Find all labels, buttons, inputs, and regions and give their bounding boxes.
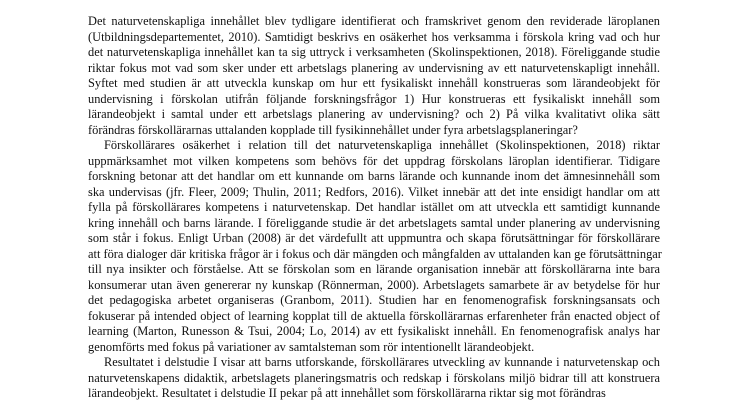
text-line: konsumerar utan även genererar ny kunskap (Rönnerman, 2000). Arbetslagets samarbete är av betydelse för hur bbox=[88, 277, 660, 292]
text-line: att föra dialoger där kritiska frågor är i fokus och där mängden och mångfalden av uttalanden kan ge förutsättningar bbox=[88, 246, 662, 261]
text-line: fokuserar på intended object of learning kopplat till de aktuella förskollärarnas erfarenheter från enacted object of bbox=[88, 308, 660, 323]
text-line: förändras förskollärarnas uttalanden kopplade till fysikinnehållet under fyra arbetslagsplaneringar? bbox=[88, 122, 578, 137]
text-line: lärandeobjekt i samtal under ett arbetslags planering av undervisning? och 2) På vilka kvalitativt olika sätt bbox=[88, 107, 660, 121]
text-line: det naturvetenskapliga innehållet kan ta sig uttryck i verksamheten (Skolinspektionen, 2018). Föreliggande studie bbox=[88, 45, 660, 59]
text-line: det pedagogiska arbetet organiseras (Granbom, 2011). Studien har en fenomenografisk forskningsansats och bbox=[88, 293, 660, 307]
paragraph-2 bbox=[88, 138, 660, 355]
text-line: undervisning i förskolan utifrån följande forskningsfrågor 1) Hur konstrueras ett fysikaliskt innehåll som bbox=[88, 91, 660, 106]
text-line: ska undervisas (jfr. Fleer, 2009; Thulin, 2011; Redfors, 2016). Vilket innebär att det inte ensidigt handlar om att bbox=[88, 184, 660, 199]
text-line: riktar fokus mot vad som sker under ett arbetslags planering av undervisning av ett naturvetenskapligt innehåll. bbox=[88, 60, 660, 75]
text-line: genomförts med fokus på variationer av samtalsteman som rör intentionellt lärandeobjekt. bbox=[88, 339, 535, 354]
text-line: Syftet med studien är att utveckla kunskap om hur ett fysikaliskt innehåll konstrueras som lärandeobjekt för bbox=[88, 76, 660, 90]
paragraph-1 bbox=[88, 14, 660, 138]
text-line: naturvetenskapens didaktik, arbetslagets planeringsmatris och redskap i förskolans miljö bidrar till att konstruera bbox=[88, 370, 660, 385]
text-line: till nya insikter och förståelse. Att se förskolan som en lärande organisation innebär att förskollärarna inte bara bbox=[88, 262, 660, 276]
text-line: kring innehåll och barns lärande. I föreliggande studie är det arbetslagets samtal under planering av undervisning bbox=[88, 215, 660, 230]
body-text bbox=[88, 14, 660, 402]
text-line: Det naturvetenskapliga innehållet blev tydligare identifierat och framskrivet genom den reviderade läroplanen bbox=[88, 14, 660, 28]
text-line: som står i fokus. Enligt Urban (2008) är det värdefullt att uppmuntra och skapa förutsättningar för förskollärare bbox=[88, 231, 660, 245]
text-line: (Utbildningsdepartementet, 2010). Samtidigt beskrivs en osäkerhet hos verksamma i förskola kring vad och hur bbox=[88, 29, 660, 44]
text-line: Förskollärares osäkerhet i relation till det naturvetenskapliga innehållet (Skolinspektionen, 2018) riktar bbox=[104, 138, 660, 152]
text-line: forskning betonar att det handlar om ett kunnande om barns lärande och kunnande inom det ämnesinnehåll som bbox=[88, 169, 660, 183]
text-line: fylla på förskollärares kompetens i naturvetenskap. Det handlar istället om att utveckla ett samtidigt kunnande bbox=[88, 200, 660, 214]
text-line: Resultatet i delstudie I visar att barns utforskande, förskollärares utveckling av kunnande i naturvetenskap och bbox=[104, 355, 660, 369]
paragraph-3 bbox=[88, 355, 660, 402]
text-line: lärandeobjekt. Resultatet i delstudie II pekar på att innehållet som förskollärarna riktar sig mot förändras bbox=[88, 386, 606, 400]
text-line: uppmärksamhet mot vilken kompetens som behövs för det uppdrag förskolans läroplan identifierar. Tidigare bbox=[88, 153, 660, 168]
text-line: learning (Marton, Runesson & Tsui, 2004; Lo, 2014) av ett fysikaliskt innehåll. En fenomenografisk analys har bbox=[88, 324, 660, 338]
